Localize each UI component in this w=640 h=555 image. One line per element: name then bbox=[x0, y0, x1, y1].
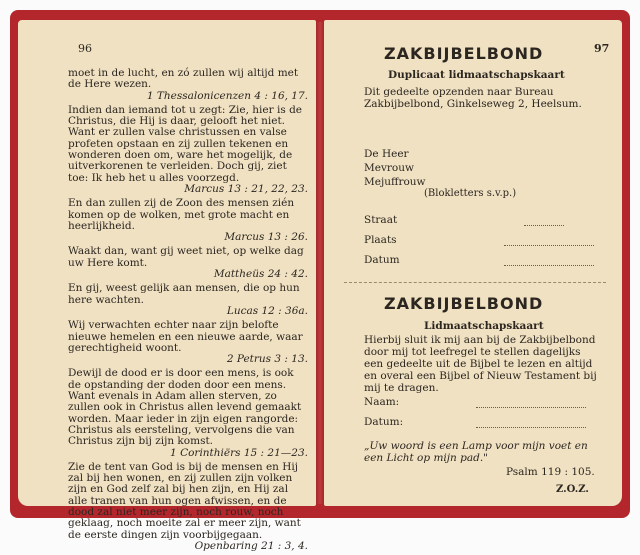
scripture-verse: Waakt dan, want gij weet niet, op welke dag uw Here komt. bbox=[68, 245, 304, 269]
scripture-reference: Openbaring 21 : 3, 4. bbox=[194, 539, 308, 552]
scripture-text bbox=[68, 68, 308, 555]
page-number-left: 96 bbox=[78, 42, 92, 55]
scripture-verse: Zie de tent van God is bij de mensen en Hij zal bij hen wonen, en zij zullen zijn volken zijn en God zelf zal bij hen zijn, en Hij zal alle tranen van hun ogen afwissen, en de dood zal niet meer zijn, noch rouw, noch geklaag, noch moeite zal er meer zijn, want de eerste dingen zijn voorbijgegaan. bbox=[68, 460, 301, 541]
form1-subtitle: Duplicaat lidmaatschapskaart bbox=[388, 69, 565, 81]
left-page bbox=[18, 20, 316, 552]
scripture-paragraph bbox=[68, 320, 308, 365]
form2-title: ZAKBIJBELBOND bbox=[384, 294, 544, 313]
membership-declaration: Hierbij sluit ik mij aan bij de Zakbijbelbond door mij tot leefregel te stellen dagelijks een gedeelte uit de Bijbel te lezen en altijd en overal een Bijbel of Nieuw Testament bij mij te dragen. bbox=[364, 334, 597, 394]
scripture-paragraph bbox=[68, 368, 308, 458]
scripture-paragraph bbox=[68, 198, 308, 243]
scripture-reference: Lucas 12 : 36a. bbox=[226, 304, 308, 317]
scripture-paragraph bbox=[68, 105, 308, 195]
scripture-verse: Indien dan iemand tot u zegt: Zie, hier is de Christus, die Hij is daar, gelooft het niet. Want er zullen valse christussen en valse profeten opstaan en zij zullen tekenen en wonderen doen om, ware het mogelijk, de uitverkorenen te verleiden. Doch gij, ziet toe: Ik heb het u alles voorzegd. bbox=[68, 103, 303, 184]
form2-subtitle: Lidmaatschapskaart bbox=[424, 320, 544, 332]
block-letters-note: (Blokletters s.v.p.) bbox=[424, 188, 517, 199]
field-straat: Straat bbox=[364, 214, 398, 226]
field-plaats: Plaats bbox=[364, 234, 397, 246]
psalm-reference: Psalm 119 : 105. bbox=[506, 466, 595, 478]
booklet bbox=[10, 10, 630, 552]
field-mevrouw: Mevrouw bbox=[364, 162, 414, 174]
scripture-paragraph bbox=[68, 246, 308, 280]
scripture-verse: Wij verwachten echter naar zijn belofte nieuwe hemelen en een nieuwe aarde, waar gerechtigheid woont. bbox=[68, 319, 303, 354]
scripture-paragraph bbox=[68, 462, 308, 552]
field-datum-2: Datum: bbox=[364, 416, 404, 428]
scripture-verse: En gij, weest gelijk aan mensen, die op hun here wachten. bbox=[68, 282, 300, 306]
scripture-paragraph bbox=[68, 283, 308, 317]
scripture-reference: Mattheüs 24 : 42. bbox=[213, 268, 308, 281]
scripture-reference: 2 Petrus 3 : 13. bbox=[226, 353, 308, 366]
scripture-reference: 1 Thessalonicenzen 4 : 16, 17. bbox=[146, 89, 308, 102]
naam-line[interactable] bbox=[476, 407, 586, 408]
field-datum: Datum bbox=[364, 254, 400, 266]
field-mejuffrouw: Mejuffrouw bbox=[364, 176, 426, 188]
zoz-label: Z.O.Z. bbox=[556, 484, 589, 495]
straat-line[interactable] bbox=[524, 225, 564, 226]
form1-instruction: Dit gedeelte opzenden naar Bureau Zakbijbelbond, Ginkelseweg 2, Heelsum. bbox=[364, 86, 582, 110]
scripture-paragraph bbox=[68, 68, 308, 102]
scripture-reference: Marcus 13 : 26. bbox=[224, 231, 308, 244]
scripture-verse: Dewijl de dood er is door een mens, is ook de opstanding der doden door een mens. Want evenals in Adam allen sterven, zo zullen ook in Christus allen levend gemaakt worden. Maar ieder in zijn eigen rangorde: Christus als eersteling, vervolgens die van Christus zijn bij zijn komst. bbox=[68, 367, 302, 448]
scripture-reference: 1 Corinthiërs 15 : 21—23. bbox=[170, 446, 308, 459]
plaats-line[interactable] bbox=[504, 245, 594, 246]
datum-line[interactable] bbox=[504, 265, 594, 266]
field-naam: Naam: bbox=[364, 396, 400, 408]
bible-quote: „Uw woord is een Lamp voor mijn voet en een Licht op mijn pad." bbox=[364, 440, 588, 464]
scripture-verse: moet in de lucht, en zó zullen wij altijd met de Here wezen. bbox=[68, 67, 299, 91]
field-de-heer: De Heer bbox=[364, 148, 409, 160]
scripture-verse: En dan zullen zij de Zoon des mensen zién komen op de wolken, met grote macht en heerlijkheid. bbox=[68, 197, 295, 232]
page-number-right: 97 bbox=[594, 42, 610, 55]
form1-title: ZAKBIJBELBOND bbox=[384, 44, 544, 63]
right-page bbox=[324, 20, 622, 506]
scripture-reference: Marcus 13 : 21, 22, 23. bbox=[184, 182, 308, 195]
datum-line-2[interactable] bbox=[476, 427, 586, 428]
